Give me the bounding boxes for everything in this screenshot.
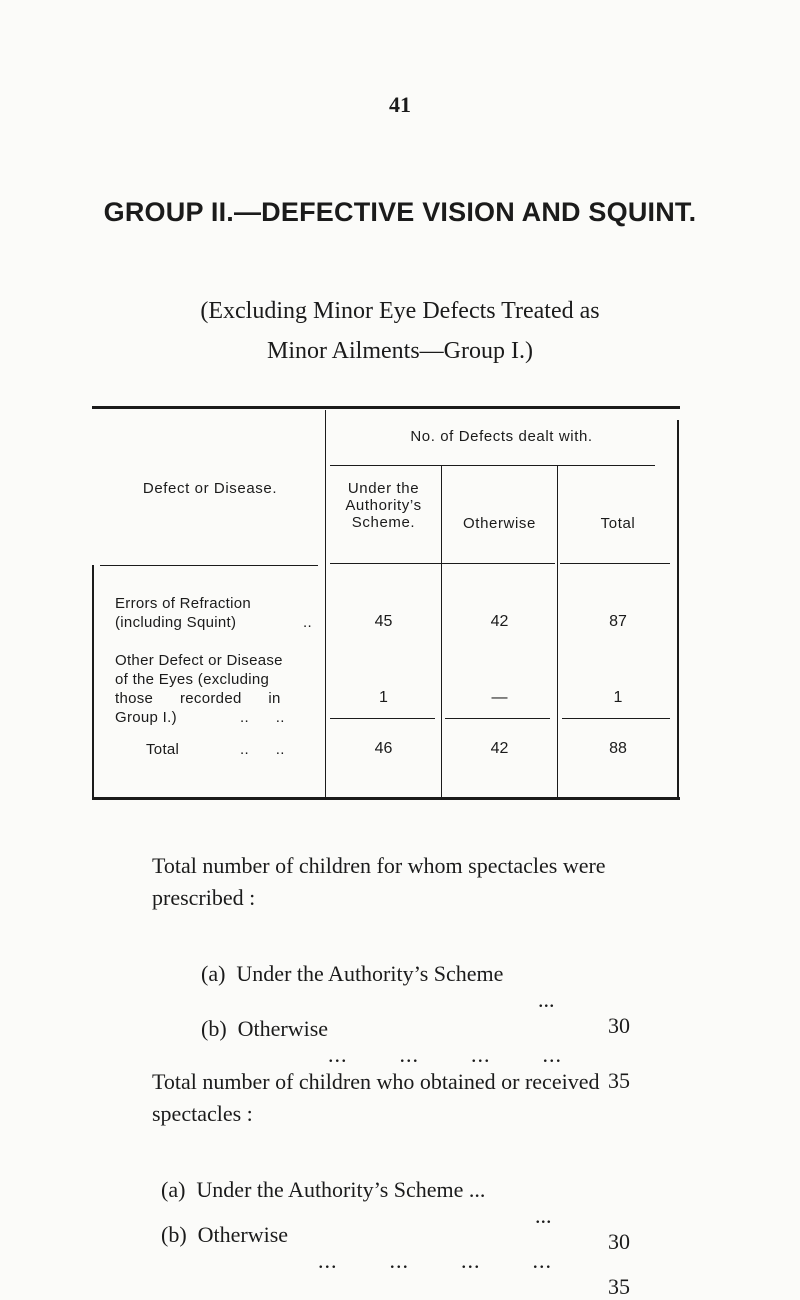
row-2-label-line-2: of the Eyes (excluding (115, 671, 270, 688)
total-rule-2 (445, 718, 550, 719)
prescribed-item-b-value: 35 (608, 1068, 630, 1093)
header-bottom-rule-right (560, 563, 670, 564)
row-2-dots: .. .. (240, 709, 285, 726)
obtained-item-b-value: 35 (608, 1274, 630, 1299)
subtitle-line-2: Minor Ailments—Group I.) (267, 338, 533, 364)
row-1-total-value: 87 (609, 613, 627, 630)
group-header: No. of Defects dealt with. (410, 428, 593, 445)
prescribed-heading-line-1: Total number of children for whom spectacles were (152, 853, 606, 878)
obtained-heading-line-2: spectacles : (152, 1101, 253, 1126)
page-number: 41 (389, 92, 411, 117)
row-1-label-line-2-text: (including Squint) (115, 614, 237, 631)
prescribed-item-a-label: (a) Under the Authority’s Scheme (201, 961, 504, 986)
obtained-item-a-label: (a) Under the Authority’s Scheme ... (161, 1177, 486, 1202)
subtitle-line-1: (Excluding Minor Eye Defects Treated as (200, 298, 600, 324)
obtained-heading-line-1: Total number of children who obtained or received (152, 1069, 600, 1094)
row-1-label-line-2 (115, 613, 325, 632)
total-scheme-value: 46 (374, 740, 393, 757)
prescribed-heading-line-2: prescribed : (152, 885, 256, 910)
row-1-scheme-value: 45 (374, 613, 393, 630)
col-header-scheme-line-1: Under the (347, 480, 420, 497)
row-1-label-line-1: Errors of Refraction (115, 595, 252, 612)
table-left-border (92, 565, 94, 799)
total-total-value: 88 (609, 740, 627, 757)
page-title: GROUP II.—DEFECTIVE VISION AND SQUINT. (103, 197, 697, 227)
table-bottom-border (92, 797, 680, 800)
total-otherwise-value: 42 (490, 740, 509, 757)
table-top-border (92, 406, 680, 409)
row-2-total-value: 1 (613, 689, 623, 706)
prescribed-item-b-dots: ... ... ... ... (328, 1042, 562, 1067)
total-row-dots: .. .. (240, 741, 285, 758)
header-bottom-rule-mid (330, 563, 555, 564)
row-2-label-line-1: Other Defect or Disease (115, 652, 283, 669)
row-2-label-line-3: those recorded in (115, 690, 281, 707)
row-2-scheme-value: 1 (379, 689, 388, 706)
col-header-scheme (326, 480, 441, 531)
list-item (150, 1196, 650, 1300)
row-2-otherwise-value: — (491, 689, 508, 706)
col-header-otherwise: Otherwise (463, 515, 536, 532)
row-1-dots: .. (303, 614, 312, 631)
table-row-label (115, 594, 325, 632)
obtained-item-a-dots: ... (535, 1203, 552, 1228)
prescribed-item-b-label: (b) Otherwise (201, 1016, 329, 1041)
group-header-rule (330, 465, 655, 466)
prescribed-item-a-dots: ... (538, 987, 555, 1012)
total-row-label (146, 740, 326, 759)
header-bottom-rule-left (100, 565, 318, 566)
obtained-heading (152, 1066, 712, 1130)
total-rule-3 (562, 718, 670, 719)
total-rule-1 (330, 718, 435, 719)
obtained-item-b-label: (b) Otherwise (161, 1222, 289, 1247)
total-row-label-text: Total (146, 741, 180, 758)
col-header-scheme-line-2: Authority’s (345, 497, 422, 514)
table-row-label (115, 651, 325, 727)
obtained-item-a-value: 30 (608, 1229, 630, 1254)
col-header-total: Total (600, 515, 636, 532)
row-2-label-line-4-text: Group I.) (115, 709, 177, 726)
prescribed-heading (152, 850, 712, 914)
row-2-label-line-4 (115, 708, 325, 727)
obtained-item-b-dots: ... ... ... ... (318, 1248, 552, 1273)
col-header-defect: Defect or Disease. (142, 480, 278, 497)
col-header-scheme-line-3: Scheme. (351, 514, 416, 531)
prescribed-item-a-value: 30 (608, 1013, 630, 1038)
row-1-otherwise-value: 42 (490, 613, 509, 630)
